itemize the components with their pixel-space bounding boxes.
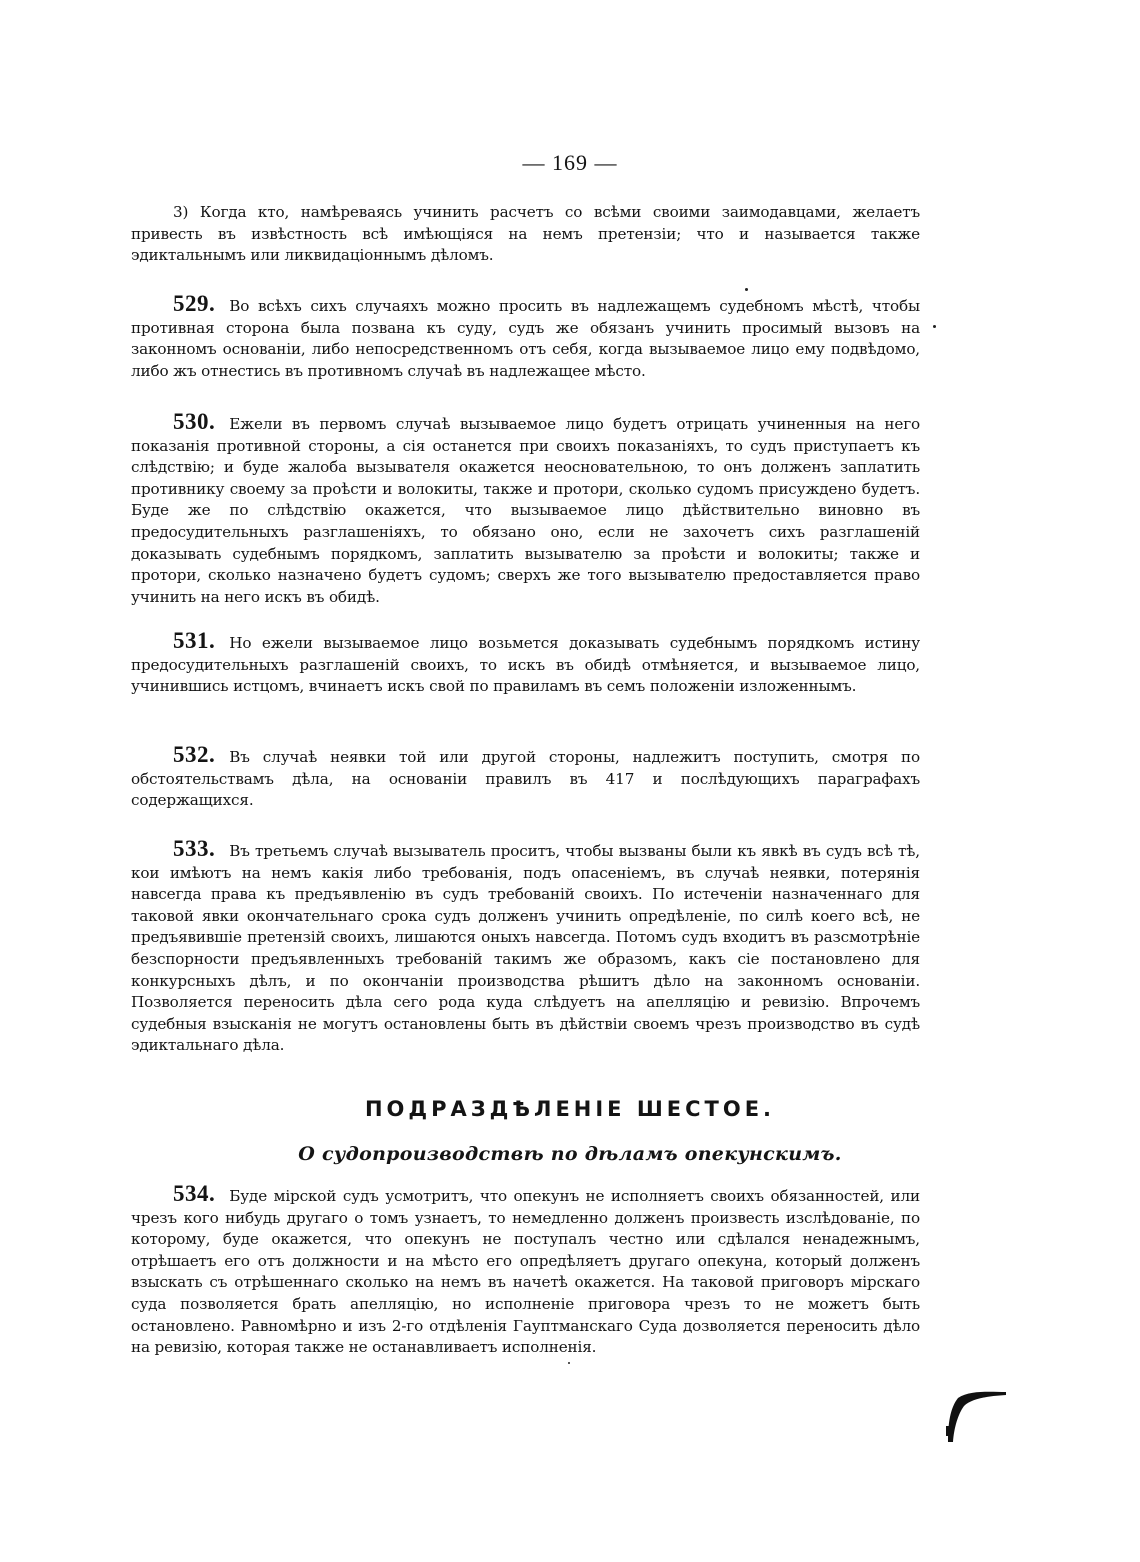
section-number: 530. — [173, 409, 216, 434]
section-text: Въ третьемъ случаѣ вызыватель проситъ, чтобы вызваны были къ явкѣ въ судъ всѣ тѣ, кои имѣютъ на немъ какія либо требованія, подъ опасеніемъ, въ случаѣ неявки, потерянія навсегда права къ предъявленію въ судъ требованій своихъ. По истеченіи назначеннаго для таковой явки окончательнаго срока судъ долженъ учинить опредѣленіе, по силѣ коего всѣ, не предъявившіе претензій своихъ, лишаются оныхъ навсегда. Потомъ судъ входитъ въ разсмотрѣніе безспорности предъявленныхъ требованій такимъ же образомъ, какъ сіе постановлено для конкурсныхъ дѣлъ, и по окончаніи производства рѣшитъ дѣло на законномъ основаніи. Позволяется переносить дѣла сего рода куда слѣдуетъ на апелляцію и ревизію. Впрочемъ судебныя взысканія не могутъ остановлены быть въ дѣйствіи своемъ чрезъ производство въ судѣ эдиктальнаго дѣла. — [131, 842, 920, 1055]
section-number: 529. — [173, 291, 216, 316]
section-text: Во всѣхъ сихъ случаяхъ можно просить въ надлежащемъ судебномъ мѣстѣ, чтобы противная сторона была позвана къ суду, судъ же обязанъ учинить просимый вызовъ на законномъ основаніи, либо непосредственномъ отъ себя, когда вызываемое лицо ему подвѣдомо, либо жъ отнестись въ противномъ случаѣ въ надлежащее мѣсто. — [131, 297, 920, 380]
section-number: 531. — [173, 628, 216, 653]
intro-paragraph-text: 3) Когда кто, намѣреваясь учинить расчетъ со всѣми своими заимодавцами, желаетъ привесть въ извѣстность всѣ имѣющіяся на немъ претензіи; что и называется также эдиктальнымъ или ликвидаціоннымъ дѣломъ. — [131, 203, 920, 265]
section-531 — [131, 630, 920, 698]
section-534 — [131, 1183, 920, 1359]
section-number: 532. — [173, 742, 216, 767]
section-text: Въ случаѣ неявки той или другой стороны, надлежитъ поступить, смотря по обстоятельствамъ дѣла, на основаніи правилъ въ 417 и послѣдующихъ параграфахъ содержащихся. — [131, 748, 920, 810]
subdivision-heading: ПОДРАЗДѢЛЕНІЕ ШЕСТОЕ. — [364, 1097, 776, 1121]
intro-paragraph — [131, 202, 920, 267]
section-number: 534. — [173, 1181, 216, 1206]
margin-ink-mark — [940, 1380, 1020, 1450]
section-533 — [131, 838, 920, 1057]
section-text: Ежели въ первомъ случаѣ вызываемое лицо будетъ отрицать учиненныя на него показанія противной стороны, а сія останется при своихъ показаніяхъ, то судъ приступаетъ къ слѣдствію; и буде жалоба вызывателя окажется неосновательною, то онъ долженъ заплатить противнику своему за проѣсти и волокиты, также и протори, сколько судомъ присуждено будетъ. Буде же по слѣдствію окажется, что вызываемое лицо дѣйствительно виновно въ предосудительныхъ разглашеніяхъ, то обязано оно, если не захочетъ сихъ разглашеній доказывать судебнымъ порядкомъ, заплатить вызывателю за проѣсти и волокиты; также и протори, сколько назначено будетъ судомъ; сверхъ же того вызывателю предоставляется право учинить на него искъ въ обидѣ. — [131, 415, 920, 606]
section-529 — [131, 293, 920, 382]
section-532 — [131, 744, 920, 812]
section-530 — [131, 411, 920, 608]
section-text: Но ежели вызываемое лицо возьмется доказывать судебнымъ порядкомъ истину предосудительныхъ разглашеній своихъ, то искъ въ обидѣ отмѣняется, и вызываемое лицо, учинившись истцомъ, вчинаетъ искъ свой по правиламъ въ семъ положеніи изложеннымъ. — [131, 634, 920, 696]
section-number: 533. — [173, 836, 216, 861]
subdivision-subtitle: О судопроизводствѣ по дѣламъ опекунскимъ. — [298, 1143, 842, 1165]
section-text: Буде мірской судъ усмотритъ, что опекунъ не исполняетъ своихъ обязанностей, или чрезъ кого нибудь другаго о томъ узнаетъ, то немедленно долженъ произвесть изслѣдованіе, по которому, буде окажется, что опекунъ не поступалъ честно или сдѣлался ненадежнымъ, отрѣшаетъ его отъ должности и на мѣсто его опредѣляетъ другаго опекуна, который долженъ взыскать съ отрѣшеннаго сколько на немъ въ начетѣ окажется. На таковой приговоръ мірскаго суда позволяется брать апелляцію, но исполненіе приговора чрезъ то не можетъ быть остановлено. Равномѣрно и изъ 2-го отдѣленія Гауптманскаго Суда дозволяется переносить дѣло на ревизію, которая также не останавливаетъ исполненія. — [131, 1187, 920, 1357]
page-number: — 169 — — [522, 150, 618, 175]
ink-speck — [568, 1362, 570, 1364]
ink-speck — [745, 288, 748, 291]
ink-speck — [933, 325, 936, 328]
